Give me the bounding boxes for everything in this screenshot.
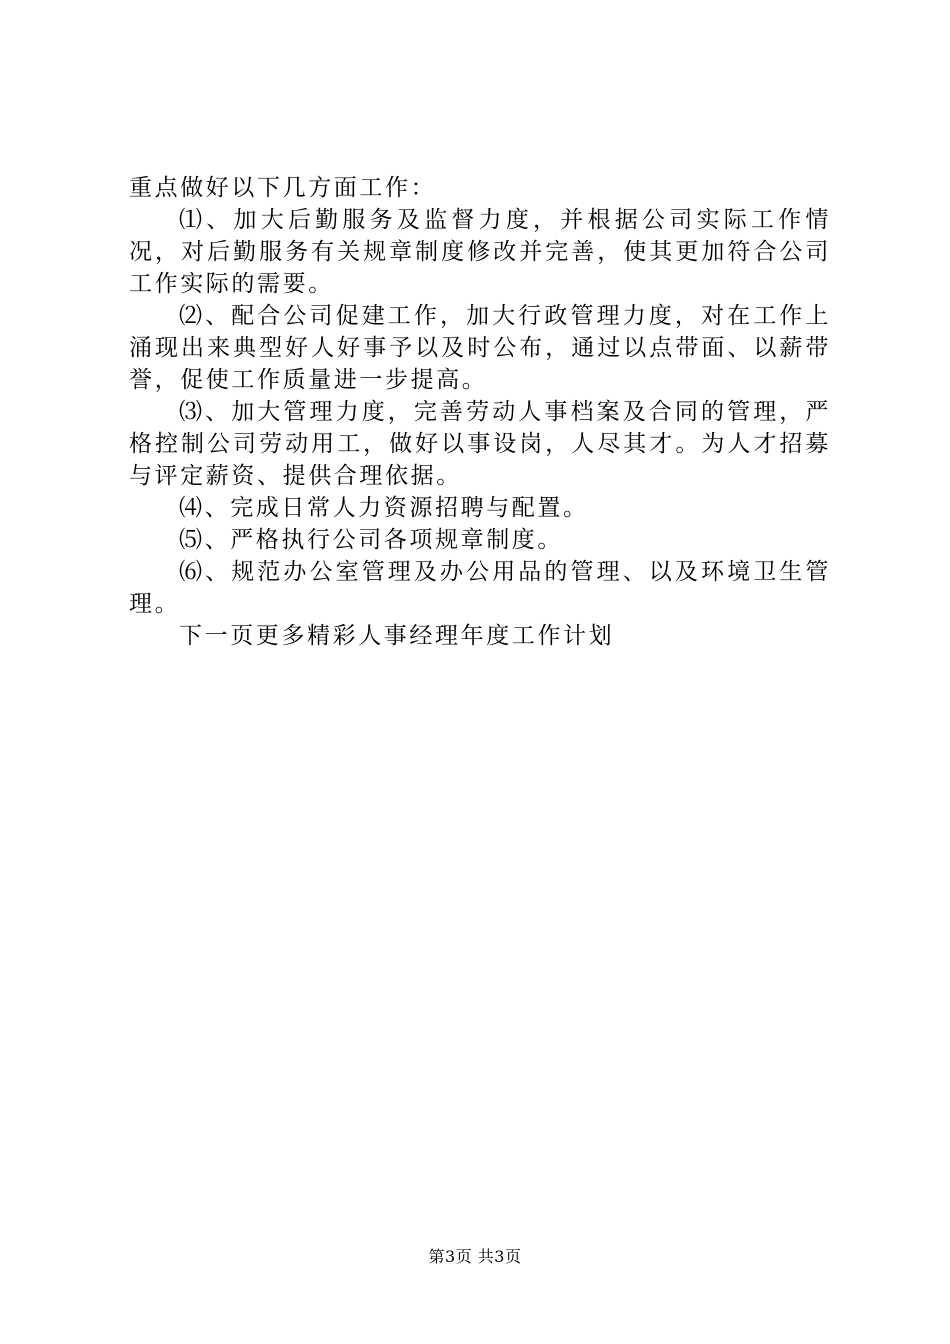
list-item-6: ⑹、规范办公室管理及办公用品的管理、以及环境卫生管理。 (129, 559, 831, 617)
next-page-link-text: 下一页更多精彩人事经理年度工作计划 (179, 623, 615, 649)
list-item-5: ⑸、严格执行公司各项规章制度。 (179, 527, 563, 553)
list-item-2: ⑵、配合公司促建工作，加大行政管理力度，对在工作上涌现出来典型好人好事予以及时公布，通过以点带面、以薪带誉，促使工作质量进一步提高。 (129, 303, 831, 393)
intro-paragraph: 重点做好以下几方面工作： (129, 175, 437, 201)
page-footer: 第3页 共3页 (428, 1247, 522, 1266)
list-item-1: ⑴、加大后勤服务及监督力度，并根据公司实际工作情况，对后勤服务有关规章制度修改并完善，使其更加符合公司工作实际的需要。 (129, 207, 831, 297)
document-body (129, 172, 831, 652)
list-item-4: ⑷、完成日常人力资源招聘与配置。 (179, 495, 589, 521)
list-item-3: ⑶、加大管理力度，完善劳动人事档案及合同的管理，严格控制公司劳动用工，做好以事设岗，人尽其才。为人才招募与评定薪资、提供合理依据。 (129, 399, 831, 489)
